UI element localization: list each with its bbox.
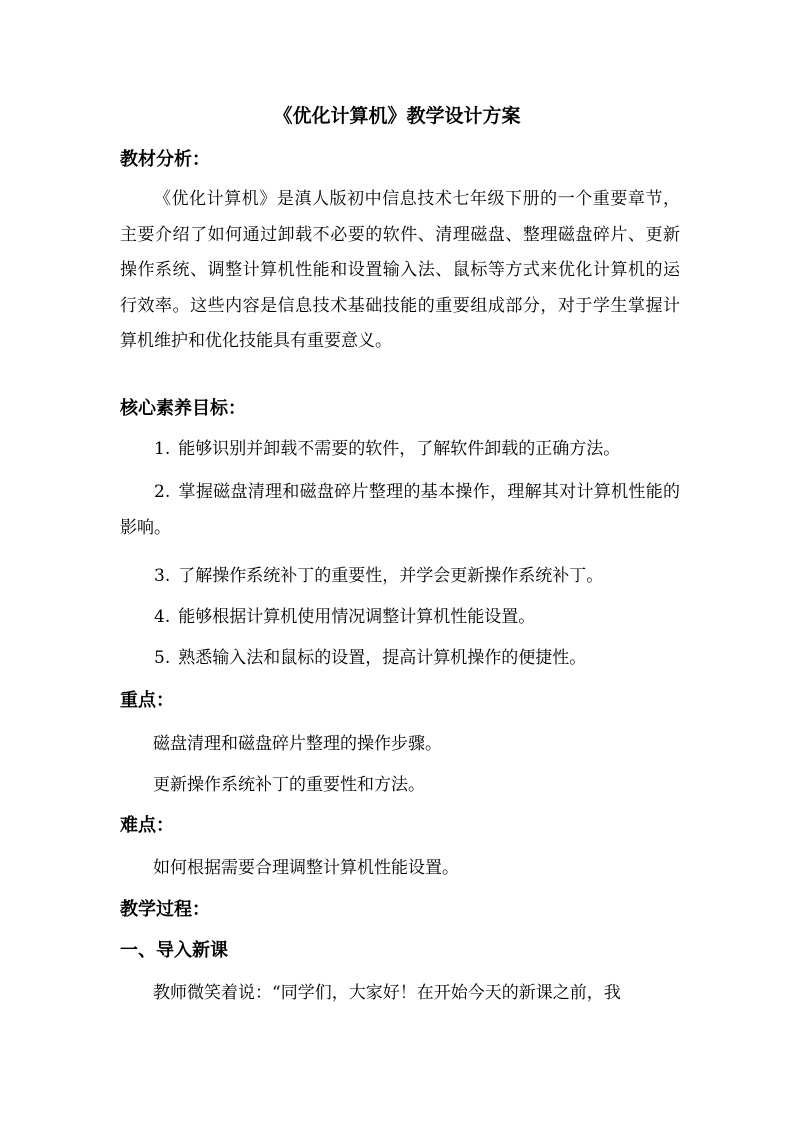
heading-key-points: 重点： xyxy=(120,690,174,711)
document-title: 《优化计算机》教学设计方案 xyxy=(273,105,521,127)
difficulty-line: 如何根据需要合理调整计算机性能设置。 xyxy=(153,858,459,878)
goal-item: 2. 掌握磁盘清理和磁盘碎片整理的基本操作，理解其对计算机性能的影响。 xyxy=(120,482,680,538)
paragraph-intro: 教师微笑着说：“同学们，大家好！在开始今天的新课之前，我 xyxy=(153,983,621,1003)
heading-material-analysis: 教材分析： xyxy=(120,149,210,170)
goal-item: 1. 能够识别并卸载不需要的软件，了解软件卸载的正确方法。 xyxy=(154,439,621,459)
goal-item: 4. 能够根据计算机使用情况调整计算机性能设置。 xyxy=(154,607,536,627)
key-point-line: 磁盘清理和磁盘碎片整理的操作步骤。 xyxy=(153,734,442,754)
heading-core-goals: 核心素养目标： xyxy=(120,398,246,419)
key-point-line: 更新操作系统补丁的重要性和方法。 xyxy=(153,775,425,795)
goal-item: 5. 熟悉输入法和鼠标的设置，提高计算机操作的便捷性。 xyxy=(154,648,587,668)
goal-item: 3. 了解操作系统补丁的重要性，并学会更新操作系统补丁。 xyxy=(154,566,604,586)
heading-teaching-process: 教学过程： xyxy=(120,899,210,920)
heading-difficulties: 难点： xyxy=(120,815,174,836)
subheading-intro: 一、导入新课 xyxy=(120,940,228,961)
paragraph-material-analysis: 《优化计算机》是滇人版初中信息技术七年级下册的一个重要章节，主要介绍了如何通过卸载不必要的软件、清理磁盘、整理磁盘碎片、更新操作系统、调整计算机性能和设置输入法、鼠标等方式来优化计算机的运行效率。这些内容是信息技术基础技能的重要组成部分，对于学生掌握计算机维护和优化技能具有重要意义。 xyxy=(120,189,680,351)
